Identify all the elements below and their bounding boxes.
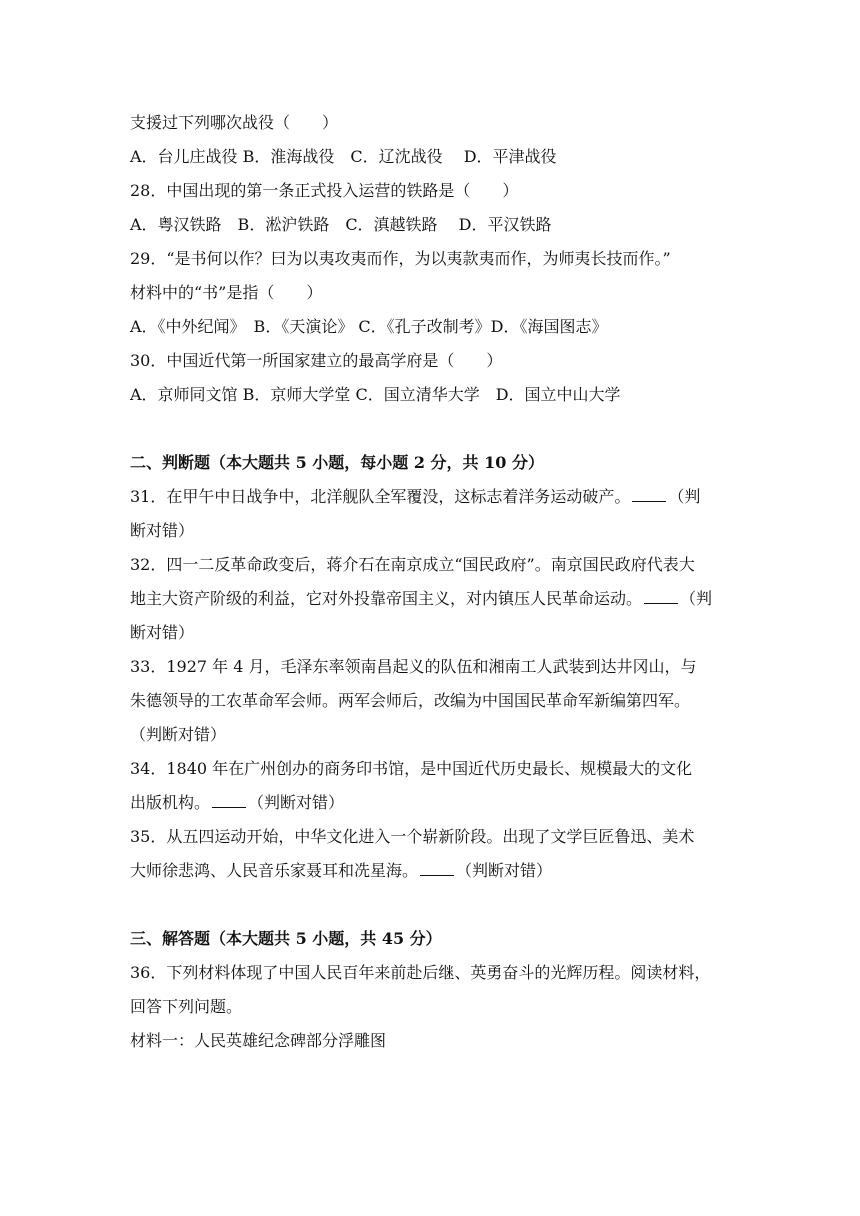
q29-stem-line1: 29．“是书何以作？曰为以夷攻夷而作，为以夷款夷而作，为师夷长技而作。” — [130, 249, 671, 268]
q31-line2: 断对错） — [130, 521, 195, 540]
q36-line1: 36．下列材料体现了中国人民百年来前赴后继、英勇奋斗的光辉历程。阅读材料， — [130, 963, 711, 982]
exam-page — [130, 106, 734, 1058]
q31-text: 31．在甲午中日战争中，北洋舰队全军覆没，这标志着洋务运动破产。 — [130, 487, 631, 506]
answer-blank[interactable] — [644, 585, 678, 604]
q32-text: 地主大资产阶级的利益，它对外投靠帝国主义，对内镇压人民革命运动。 — [130, 589, 643, 608]
q34-line2 — [130, 786, 734, 820]
q29-options: A．《中外纪闻》 B．《天演论》 C．《孔子改制考》D．《海国图志》 — [130, 317, 608, 336]
q35-line1: 35．从五四运动开始，中华文化进入一个崭新阶段。出现了文学巨匠鲁迅、美术 — [130, 827, 695, 846]
q29-stem-line2: 材料中的“书”是指（ ） — [130, 283, 323, 302]
q33-line2: 朱德领导的工农革命军会师。两军会师后，改编为中国国民革命军新编第四军。 — [130, 691, 691, 710]
section3-title: 三、解答题（本大题共 5 小题，共 45 分） — [130, 929, 442, 948]
q30-options: A．京师同文馆 B．京师大学堂 C．国立清华大学 D．国立中山大学 — [130, 385, 621, 404]
q33-line3: （判断对错） — [130, 725, 227, 744]
q32-line3: 断对错） — [130, 623, 195, 642]
q30-stem: 30．中国近代第一所国家建立的最高学府是（ ） — [130, 351, 503, 370]
section2-title: 二、判断题（本大题共 5 小题，每小题 2 分，共 10 分） — [130, 453, 544, 472]
q27-stem-continuation: 支援过下列哪次战役（ ） — [130, 113, 339, 132]
q31-tail: （判 — [668, 487, 701, 506]
q34-tail: （判断对错） — [248, 793, 345, 812]
q32-line2 — [130, 582, 734, 616]
q32-line1: 32．四一二反革命政变后，蒋介石在南京成立“国民政府”。南京国民政府代表大 — [130, 555, 695, 574]
q34-line1: 34．1840 年在广州创办的商务印书馆，是中国近代历史最长、规模最大的文化 — [130, 759, 693, 778]
q33-line1: 33．1927 年 4 月，毛泽东率领南昌起义的队伍和湘南工人武装到达井冈山，与 — [130, 657, 697, 676]
q34-text: 出版机构。 — [130, 793, 211, 812]
answer-blank[interactable] — [212, 789, 246, 808]
q35-line2 — [130, 854, 734, 888]
q28-options: A．粤汉铁路 B．淞沪铁路 C．滇越铁路 D．平汉铁路 — [130, 215, 552, 234]
q28-stem: 28．中国出现的第一条正式投入运营的铁路是（ ） — [130, 181, 519, 200]
q36-line2: 回答下列问题。 — [130, 997, 243, 1016]
q35-tail: （判断对错） — [456, 861, 553, 880]
answer-blank[interactable] — [420, 857, 454, 876]
q31-line1 — [130, 480, 734, 514]
q36-line3: 材料一：人民英雄纪念碑部分浮雕图 — [130, 1031, 387, 1050]
q35-text: 大师徐悲鸿、人民音乐家聂耳和冼星海。 — [130, 861, 419, 880]
answer-blank[interactable] — [632, 483, 666, 502]
section-gap — [130, 888, 734, 922]
section-gap — [130, 412, 734, 446]
q32-tail: （判 — [680, 589, 713, 608]
q27-options: A．台儿庄战役 B．淮海战役 C．辽沈战役 D．平津战役 — [130, 147, 557, 166]
